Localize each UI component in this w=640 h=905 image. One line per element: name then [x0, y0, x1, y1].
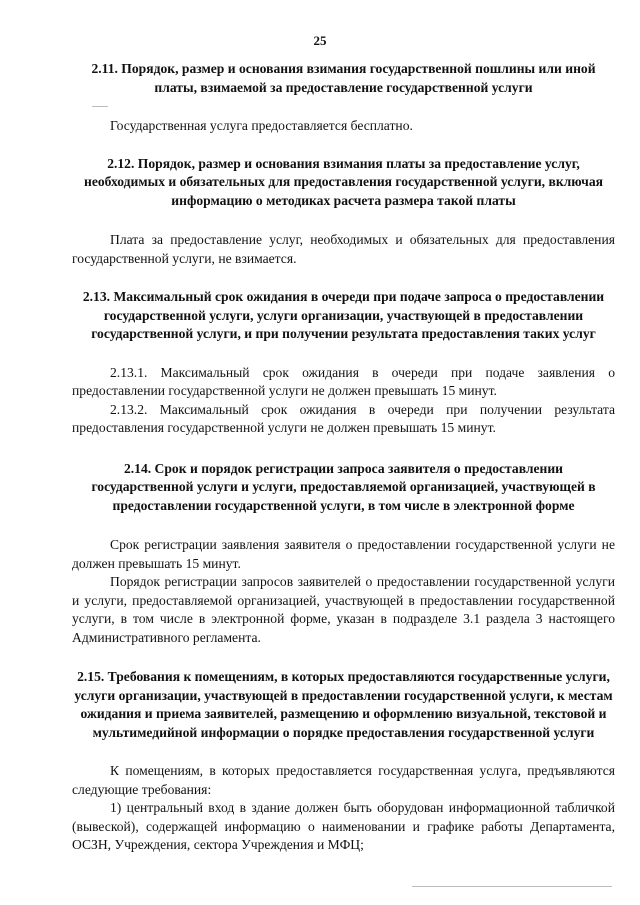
scan-artifact-line [412, 886, 612, 887]
section-heading-2-12: 2.12. Порядок, размер и основания взимания платы за предоставление услуг, необходимых и обязательных для предоставления государственной услуги, включая информацию о методиках расчета размера такой платы [84, 155, 603, 208]
page-content [72, 60, 615, 855]
section-heading-2-14: 2.14. Срок и порядок регистрации запроса заявителя о предоставлении государственной услуги и услуги, предоставляемой организацией, участвующей в предоставлении государственной услуги, в том числе в электронной форме [91, 460, 596, 513]
page-number: 25 [313, 33, 327, 48]
paragraph: К помещениям, в которых предоставляется государственная услуга, предъявляются следующие требования: [72, 763, 615, 797]
paragraph: 2.13.2. Максимальный срок ожидания в очереди при получении результата предоставления государственной услуги не должен превышать 15 минут. [72, 401, 615, 435]
paragraph: Срок регистрации заявления заявителя о предоставлении государственной услуги не должен превышать 15 минут. [72, 537, 615, 571]
section-heading-2-15: 2.15. Требования к помещениям, в которых предоставляются государственные услуги, услуги организации, участвующей в предоставлении государственной услуги, к местам ожидания и приема заявителей, размещению и оформлению визуальной, текстовой и мультимедийной информации о порядке предоставления государственной услуги [74, 669, 613, 740]
paragraph: Плата за предоставление услуг, необходимых и обязательных для предоставления государственной услуги, не взимается. [72, 232, 615, 266]
paragraph: 2.13.1. Максимальный срок ожидания в очереди при подаче заявления о предоставлении государственной услуги не должен превышать 15 минут. [72, 364, 615, 398]
paragraph: 1) центральный вход в здание должен быть оборудован информационной табличкой (вывеской), содержащей информацию о наименовании и графике работы Департамента, ОСЗН, Учреждения, сектора Учреждения и МФЦ; [72, 800, 615, 852]
section-heading-2-11: 2.11. Порядок, размер и основания взимания государственной пошлины или иной платы, взимаемой за предоставление государственной услуги [91, 61, 596, 95]
scan-artifact-line [92, 106, 108, 107]
section-heading-2-13: 2.13. Максимальный срок ожидания в очереди при подаче запроса о предоставлении государственной услуги, услуги организации, участвующей в предоставлении государственной услуги, и при получении результата предоставления таких услуг [82, 289, 605, 341]
paragraph: Порядок регистрации запросов заявителей о предоставлении государственной услуги и услуги, предоставляемой организацией, участвующей в предоставлении государственной услуги, в том числе в электронной форме, указан в подразделе 3.1 раздела 3 настоящего Административного регламента. [72, 574, 615, 645]
paragraph: Государственная услуга предоставляется бесплатно. [110, 118, 413, 133]
